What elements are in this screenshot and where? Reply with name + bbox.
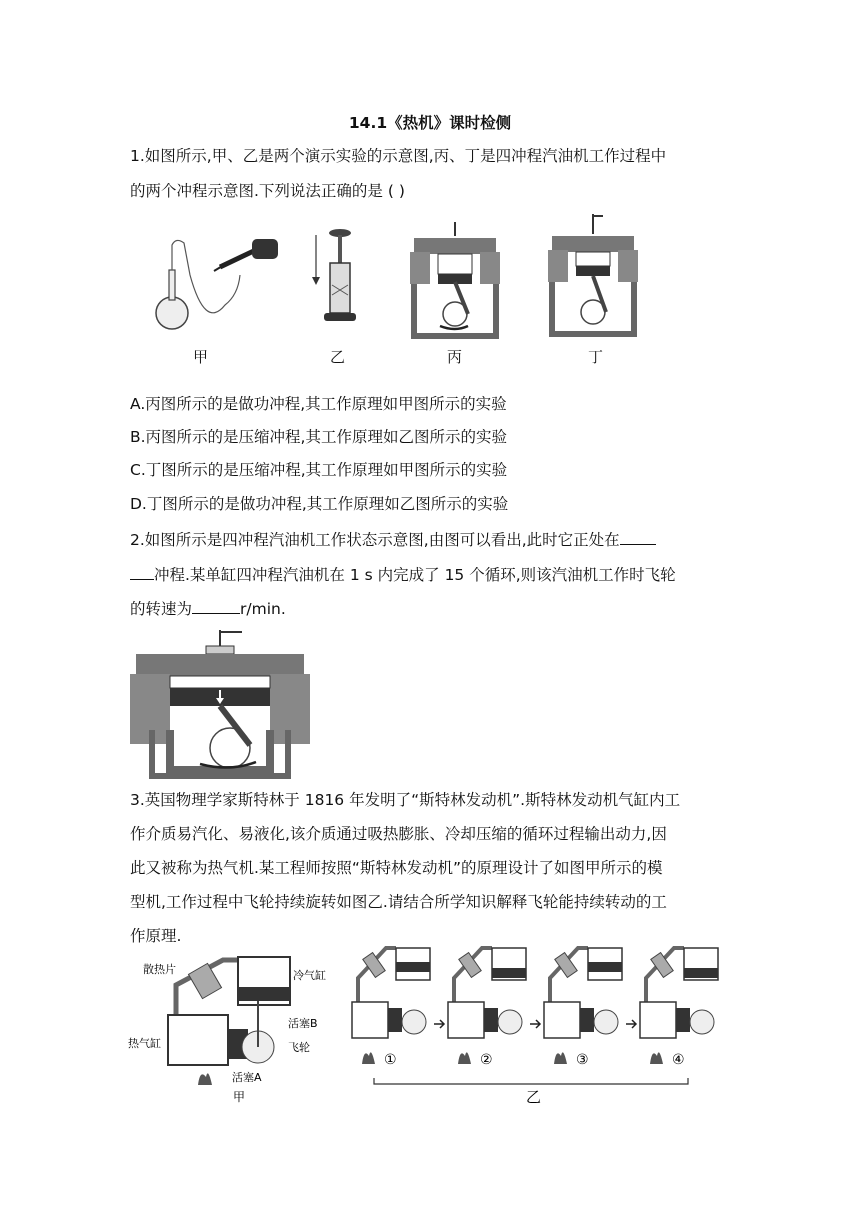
q1-option-b: B.丙图所示的是压缩冲程,其工作原理如乙图所示的实验: [130, 428, 507, 446]
q2-blank-1a: [620, 528, 656, 545]
label-piston-b: 活塞B: [288, 1017, 318, 1030]
q2-engine-figure: [130, 630, 310, 780]
q1-fig-label-ding: 丁: [588, 348, 604, 366]
cycle-step-label: ①: [384, 1052, 397, 1068]
q3-figure-jia: [128, 955, 343, 1105]
caption-yi: 乙: [526, 1088, 542, 1106]
q1-fig-label-bing: 丙: [447, 348, 463, 366]
label-hot-cylinder: 热气缸: [128, 1037, 161, 1050]
q2-text-line3: [130, 597, 286, 620]
caption-jia: 甲: [233, 1090, 246, 1104]
q3-text-line5: 作原理.: [130, 927, 182, 945]
q2-text-line2: [130, 563, 676, 586]
cycle-step-label: ③: [576, 1052, 589, 1068]
q3-text-line1: 3.英国物理学家斯特林于 1816 年发明了“斯特林发动机”.斯特林发动机气缸内工: [130, 791, 681, 809]
q1-figure-yi: [310, 225, 360, 335]
q1-text-line1: 1.如图所示,甲、乙是两个演示实验的示意图,丙、丁是四冲程汽油机工作过程中: [130, 147, 667, 165]
cycle-panel-2: [448, 948, 526, 1064]
q1-figure-ding: [548, 214, 638, 340]
q2-text-line3-pre: 的转速为: [130, 600, 193, 618]
q3-text-line2: 作介质易汽化、易液化,该介质通过吸热膨胀、冷却压缩的循环过程输出动力,因: [130, 825, 667, 843]
q1-fig-label-jia: 甲: [193, 348, 209, 366]
q1-text-line2: 的两个冲程示意图.下列说法正确的是 ( ): [130, 182, 405, 200]
label-cold-cylinder: 冷气缸: [293, 969, 326, 982]
q3-text-line4: 型机,工作过程中飞轮持续旋转如图乙.请结合所学知识解释飞轮能持续转动的工: [130, 893, 667, 911]
cycle-panel-4: [640, 948, 718, 1064]
q1-figure-jia: [150, 235, 280, 335]
q2-text-line1-content: 2.如图所示是四冲程汽油机工作状态示意图,由图可以看出,此时它正处在: [130, 531, 620, 549]
cycle-panel-3: [544, 948, 622, 1064]
q1-fig-label-yi: 乙: [330, 348, 346, 366]
cycle-arrow: [530, 1020, 540, 1028]
q2-blank-1b: [130, 563, 154, 580]
q1-option-a: A.丙图所示的是做功冲程,其工作原理如甲图所示的实验: [130, 395, 507, 413]
q2-text-line2-content: 冲程.某单缸四冲程汽油机在 1 s 内完成了 15 个循环,则该汽油机工作时飞轮: [154, 566, 676, 584]
q3-text-line3: 此又被称为热气机.某工程师按照“斯特林发动机”的原理设计了如图甲所示的模: [130, 859, 663, 877]
q2-text-line1: [130, 528, 656, 551]
q1-figure-bing: [410, 222, 500, 342]
cycle-step-label: ④: [672, 1052, 685, 1068]
cycle-panel-1: [352, 948, 430, 1064]
label-piston-a: 活塞A: [232, 1071, 262, 1084]
cycle-return-line: [374, 1078, 688, 1084]
q2-blank-2: [192, 597, 240, 614]
q2-text-line3-post: r/min.: [240, 600, 286, 618]
label-heatsink: 散热片: [143, 963, 176, 976]
q3-figure-yi: [348, 942, 730, 1112]
cycle-arrow: [434, 1020, 444, 1028]
cycle-arrow: [626, 1020, 636, 1028]
q1-option-c: C.丁图所示的是压缩冲程,其工作原理如甲图所示的实验: [130, 461, 508, 479]
cycle-step-label: ②: [480, 1052, 493, 1068]
label-flywheel: 飞轮: [288, 1041, 310, 1054]
page-title: 14.1《热机》课时检侧: [348, 114, 512, 132]
q1-option-d: D.丁图所示的是做功冲程,其工作原理如乙图所示的实验: [130, 495, 509, 513]
